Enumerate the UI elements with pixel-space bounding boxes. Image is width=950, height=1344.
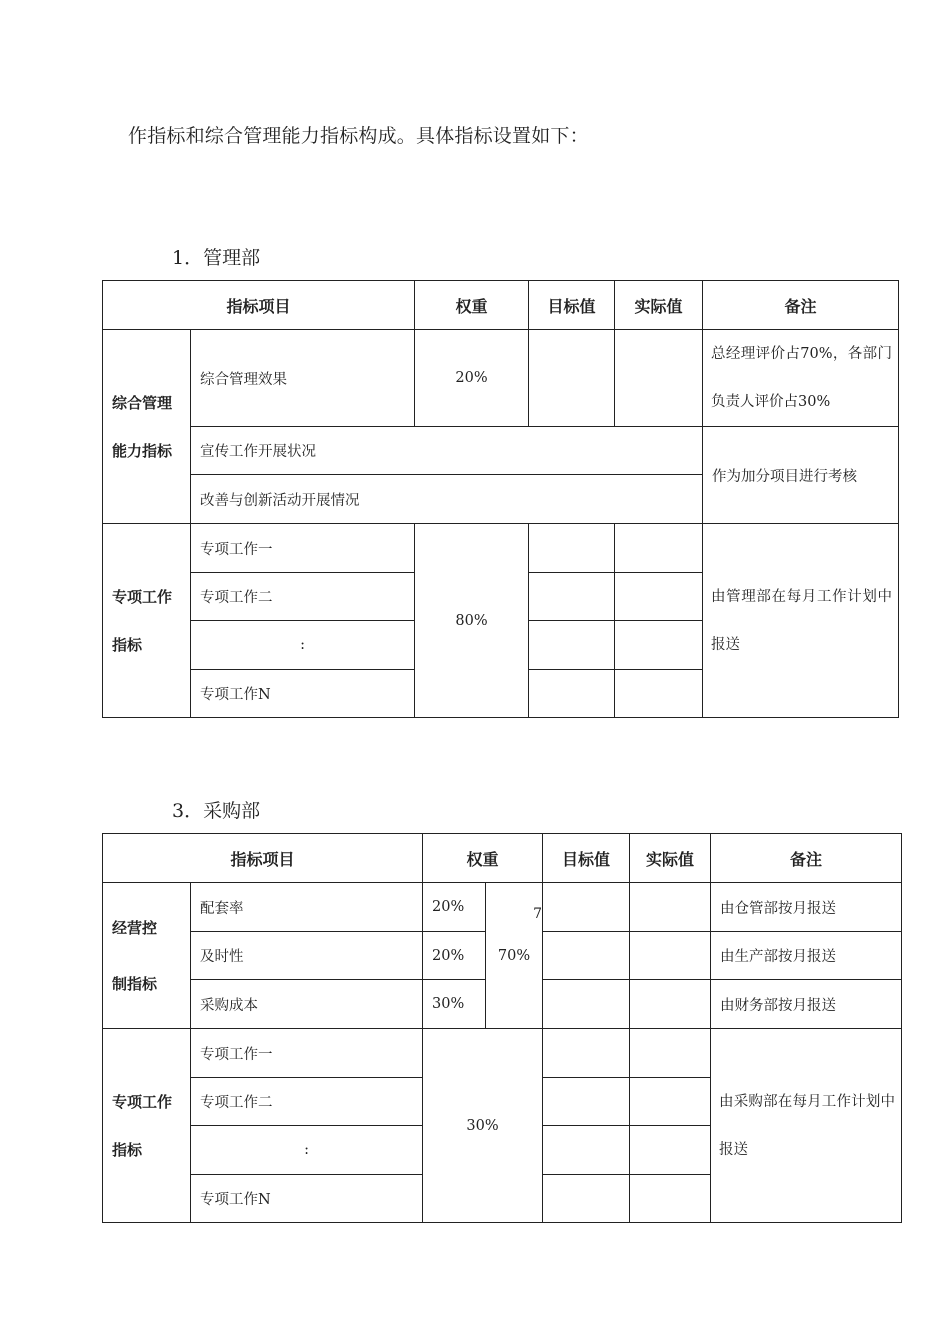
target-value-cell	[543, 980, 630, 1029]
remark-cell: 由财务部按月报送	[711, 980, 902, 1029]
stray-mark: 7	[533, 906, 543, 922]
actual-value-cell	[630, 883, 711, 932]
indicator-item: 专项工作N	[191, 1175, 423, 1223]
indicator-item: 专项工作一	[191, 1029, 423, 1078]
weight-cell: 30%	[423, 1029, 543, 1223]
table-header-row	[103, 834, 902, 883]
indicator-item-ellipsis: :	[191, 621, 415, 670]
table-row	[103, 330, 899, 427]
target-value-cell	[543, 932, 630, 980]
actual-value-cell	[630, 980, 711, 1029]
category-special: 专项工作 指标	[103, 524, 191, 718]
management-indicator-table	[102, 280, 899, 718]
target-value-cell	[543, 1175, 630, 1223]
header-remark: 备注	[703, 281, 899, 330]
weight-cell: 20%	[423, 883, 486, 932]
category-operation: 经营控 制指标	[103, 883, 191, 1029]
indicator-item: 改善与创新活动开展情况	[191, 475, 703, 524]
total-weight-cell	[486, 883, 543, 1029]
header-target: 目标值	[529, 281, 615, 330]
actual-value-cell	[630, 1175, 711, 1223]
total-weight-value: 70%	[497, 947, 531, 964]
indicator-item: 专项工作二	[191, 1078, 423, 1126]
category-special: 专项工作 指标	[103, 1029, 191, 1223]
header-weight: 权重	[415, 281, 529, 330]
indicator-item: 配套率	[191, 883, 423, 932]
table-row	[103, 1029, 902, 1078]
actual-value-cell	[615, 621, 703, 670]
target-value-cell	[529, 524, 615, 573]
weight-cell: 80%	[415, 524, 529, 718]
weight-cell: 20%	[423, 932, 486, 980]
target-value-cell	[543, 1126, 630, 1175]
target-value-cell	[543, 1029, 630, 1078]
header-target: 目标值	[543, 834, 630, 883]
remark-cell: 由管理部在每月工作计划中报送	[703, 524, 899, 718]
actual-value-cell	[630, 1029, 711, 1078]
actual-value-cell	[615, 524, 703, 573]
target-value-cell	[529, 621, 615, 670]
header-actual: 实际值	[630, 834, 711, 883]
actual-value-cell	[615, 573, 703, 621]
target-value-cell	[543, 883, 630, 932]
purchasing-indicator-table	[102, 833, 902, 1223]
target-value-cell	[529, 670, 615, 718]
weight-cell: 20%	[415, 330, 529, 427]
header-weight: 权重	[423, 834, 543, 883]
remark-cell: 由生产部按月报送	[711, 932, 902, 980]
remark-cell: 由采购部在每月工作计划中报送	[711, 1029, 902, 1223]
table-header-row	[103, 281, 899, 330]
indicator-item: 专项工作二	[191, 573, 415, 621]
intro-paragraph: 作指标和综合管理能力指标构成。具体指标设置如下：	[128, 125, 589, 147]
target-value-cell	[529, 330, 615, 427]
header-item: 指标项目	[103, 834, 423, 883]
indicator-item: 宣传工作开展状况	[191, 427, 703, 475]
header-remark: 备注	[711, 834, 902, 883]
weight-cell: 30%	[423, 980, 486, 1029]
indicator-item: 及时性	[191, 932, 423, 980]
header-actual: 实际值	[615, 281, 703, 330]
section-title-management: 1．管理部	[172, 247, 261, 269]
target-value-cell	[529, 573, 615, 621]
actual-value-cell	[630, 1078, 711, 1126]
actual-value-cell	[615, 670, 703, 718]
table-row	[103, 524, 899, 573]
indicator-item: 专项工作一	[191, 524, 415, 573]
remark-cell: 总经理评价占70%，各部门负责人评价占30%	[703, 330, 899, 427]
category-comprehensive: 综合管理 能力指标	[103, 330, 191, 524]
indicator-item: 专项工作N	[191, 670, 415, 718]
indicator-item-ellipsis: :	[191, 1126, 423, 1175]
actual-value-cell	[615, 330, 703, 427]
table-row	[103, 883, 902, 932]
actual-value-cell	[630, 1126, 711, 1175]
header-item: 指标项目	[103, 281, 415, 330]
remark-cell: 由仓管部按月报送	[711, 883, 902, 932]
indicator-item: 采购成本	[191, 980, 423, 1029]
table-row	[103, 427, 899, 475]
actual-value-cell	[630, 932, 711, 980]
target-value-cell	[543, 1078, 630, 1126]
indicator-item: 综合管理效果	[191, 330, 415, 427]
remark-cell: 作为加分项目进行考核	[703, 427, 899, 524]
section-title-purchasing: 3．采购部	[172, 800, 261, 822]
